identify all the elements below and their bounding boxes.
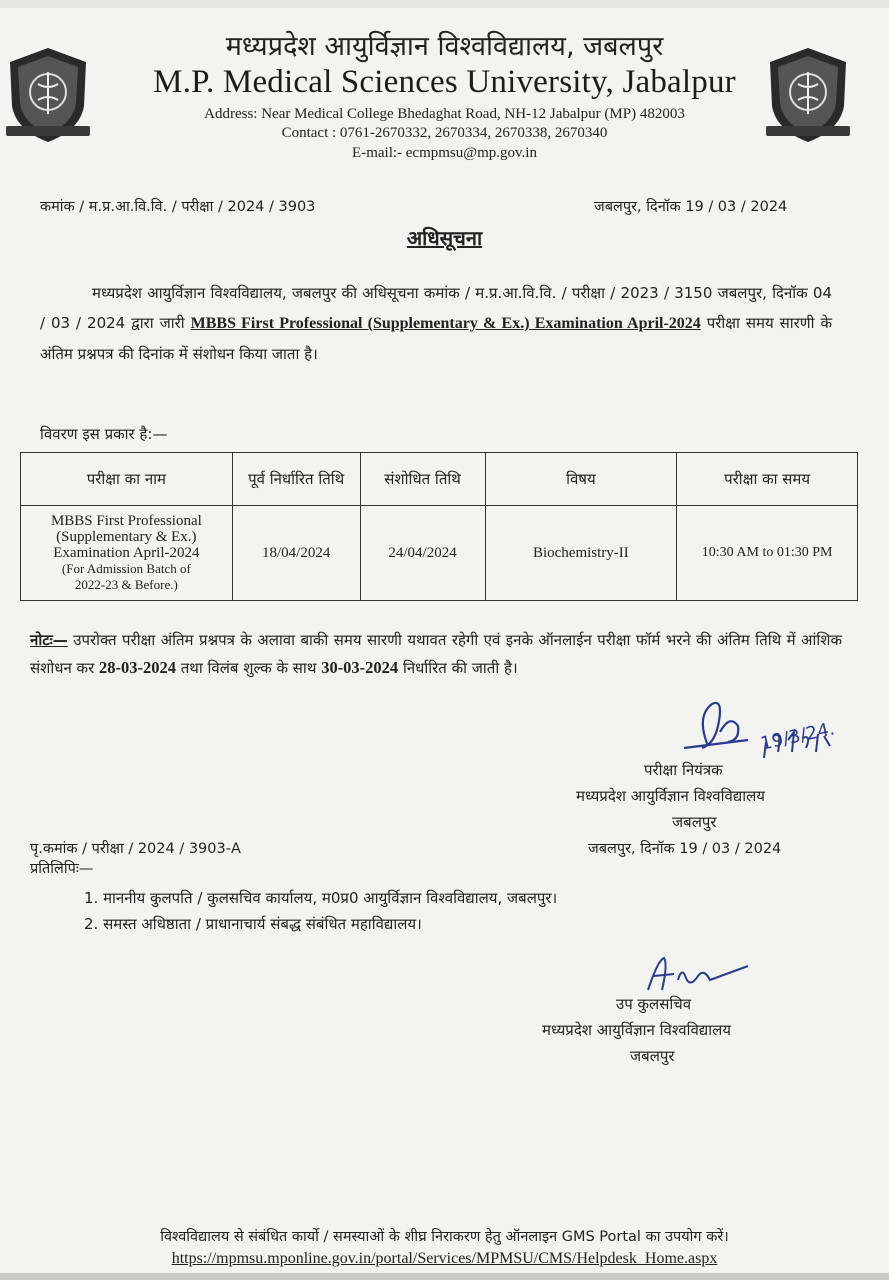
footer-text: विश्वविद्यालय से संबंधित कार्यो / समस्याओं के शीघ्र निराकरण हेतु ऑनलाइन GMS Portal का उपयोग करें। bbox=[160, 1229, 729, 1245]
exam-name-line: (Supplementary & Ex.) bbox=[56, 529, 197, 545]
bottom-edge bbox=[0, 1273, 889, 1280]
deputy-registrar-university: मध्यप्रदेश आयुर्विज्ञान विश्वविद्यालय bbox=[542, 1021, 731, 1039]
body-paragraph bbox=[40, 278, 832, 369]
details-label: विवरण इस प्रकार है:— bbox=[40, 425, 168, 443]
controller-designation: परीक्षा नियंत्रक bbox=[644, 761, 723, 779]
note-label: नोटः— bbox=[30, 631, 68, 649]
university-name-hindi: मध्यप्रदेश आयुर्विज्ञान विश्वविद्यालय, जबलपुर bbox=[225, 31, 664, 62]
cell-revised-date: 24/04/2024 bbox=[360, 506, 485, 601]
notification-title: अधिसूचना bbox=[406, 226, 483, 250]
note-text-1: उपरोक्त परीक्षा अंतिम प्रश्नपत्र के अलावा बाकी समय सारणी यथावत रहेगी एवं इनके ऑनलाईन परीक्षा फॉर्म भरने की अंतिम तिथि में आंशिक संशोधन कर bbox=[30, 631, 842, 677]
body-text-2: परीक्षा समय सारणी के अंतिम प्रश्नपत्र की दिनांक में संशोधन किया जाता है। bbox=[40, 314, 832, 363]
header-previous-date: पूर्व निर्धारित तिथि bbox=[232, 453, 360, 506]
note-text-2: तथा विलंब शुल्क के साथ bbox=[175, 659, 322, 677]
note-date-2: 30-03-2024 bbox=[321, 658, 399, 677]
cell-subject: Biochemistry-II bbox=[485, 506, 677, 601]
copy-date: जबलपुर, दिनॉक 19 / 03 / 2024 bbox=[588, 841, 782, 857]
exam-name-bold: MBBS First Professional (Supplementary & Ex.) Examination April-2024 bbox=[190, 315, 701, 332]
deputy-registrar-designation: उप कुलसचिव bbox=[616, 995, 692, 1013]
cell-exam-name bbox=[21, 506, 233, 601]
exam-name-line: 2022-23 & Before.) bbox=[74, 577, 178, 592]
note-date-1: 28-03-2024 bbox=[98, 658, 176, 677]
exam-name-line: Examination April-2024 bbox=[53, 545, 200, 561]
header-exam-time: परीक्षा का समय bbox=[677, 453, 858, 506]
deputy-registrar-signature bbox=[638, 950, 758, 998]
issue-date: जबलपुर, दिनॉक 19 / 03 / 2024 bbox=[594, 199, 788, 215]
email-address: E-mail:- ecmpmsu@mp.gov.in bbox=[352, 145, 537, 161]
schedule-table bbox=[20, 452, 858, 601]
top-edge bbox=[0, 0, 889, 8]
copy-label: प्रतिलिपिः— bbox=[30, 861, 94, 877]
cell-previous-date: 18/04/2024 bbox=[232, 506, 360, 601]
table-header-row bbox=[21, 453, 858, 506]
exam-name-line: (For Admission Batch of bbox=[61, 561, 191, 576]
deputy-registrar-city: जबलपुर bbox=[630, 1047, 675, 1065]
note-text-3: निर्धारित की जाती है। bbox=[398, 659, 518, 677]
header-revised-date: संशोधित तिथि bbox=[360, 453, 485, 506]
list-item: 2. समस्त अधिष्ठाता / प्राधानाचार्य संबद्ध संबंधित महाविद्यालय। bbox=[84, 915, 422, 933]
signature-date: 19/3/24. bbox=[758, 718, 837, 755]
note-paragraph bbox=[30, 626, 842, 682]
copy-reference-number: पृ.कमांक / परीक्षा / 2024 / 3903-A bbox=[30, 841, 241, 857]
reference-number: कमांक / म.प्र.आ.वि.वि. / परीक्षा / 2024 / 3903 bbox=[40, 199, 316, 215]
body-text-1: मध्यप्रदेश आयुर्विज्ञान विश्वविद्यालय, जबलपुर की अधिसूचना कमांक / म.प्र.आ.वि.वि. / परीक्षा / 2023 / 3150 जबलपुर, दिनॉक 04 / 03 / 2024 द्वारा जारी bbox=[40, 284, 832, 332]
controller-university: मध्यप्रदेश आयुर्विज्ञान विश्वविद्यालय bbox=[576, 787, 765, 805]
list-item: 1. माननीय कुलपति / कुलसचिव कार्यालय, म0प्र0 आयुर्विज्ञान विश्वविद्यालय, जबलपुर। bbox=[84, 889, 558, 907]
address: Address: Near Medical College Bhedaghat Road, NH-12 Jabalpur (MP) 482003 bbox=[204, 106, 685, 122]
exam-name-line: MBBS First Professional bbox=[50, 513, 202, 529]
table-row bbox=[21, 506, 858, 601]
cell-exam-time: 10:30 AM to 01:30 PM bbox=[677, 506, 858, 601]
controller-city: जबलपुर bbox=[672, 813, 717, 831]
helpdesk-link[interactable]: https://mpmsu.mponline.gov.in/portal/Services/MPMSU/CMS/Helpdesk_Home.aspx bbox=[171, 1250, 718, 1267]
header-subject: विषय bbox=[485, 453, 677, 506]
university-name-english: M.P. Medical Sciences University, Jabalpur bbox=[153, 64, 736, 100]
contact-numbers: Contact : 0761-2670332, 2670334, 2670338, 2670340 bbox=[281, 125, 608, 141]
header-exam-name: परीक्षा का नाम bbox=[21, 453, 233, 506]
